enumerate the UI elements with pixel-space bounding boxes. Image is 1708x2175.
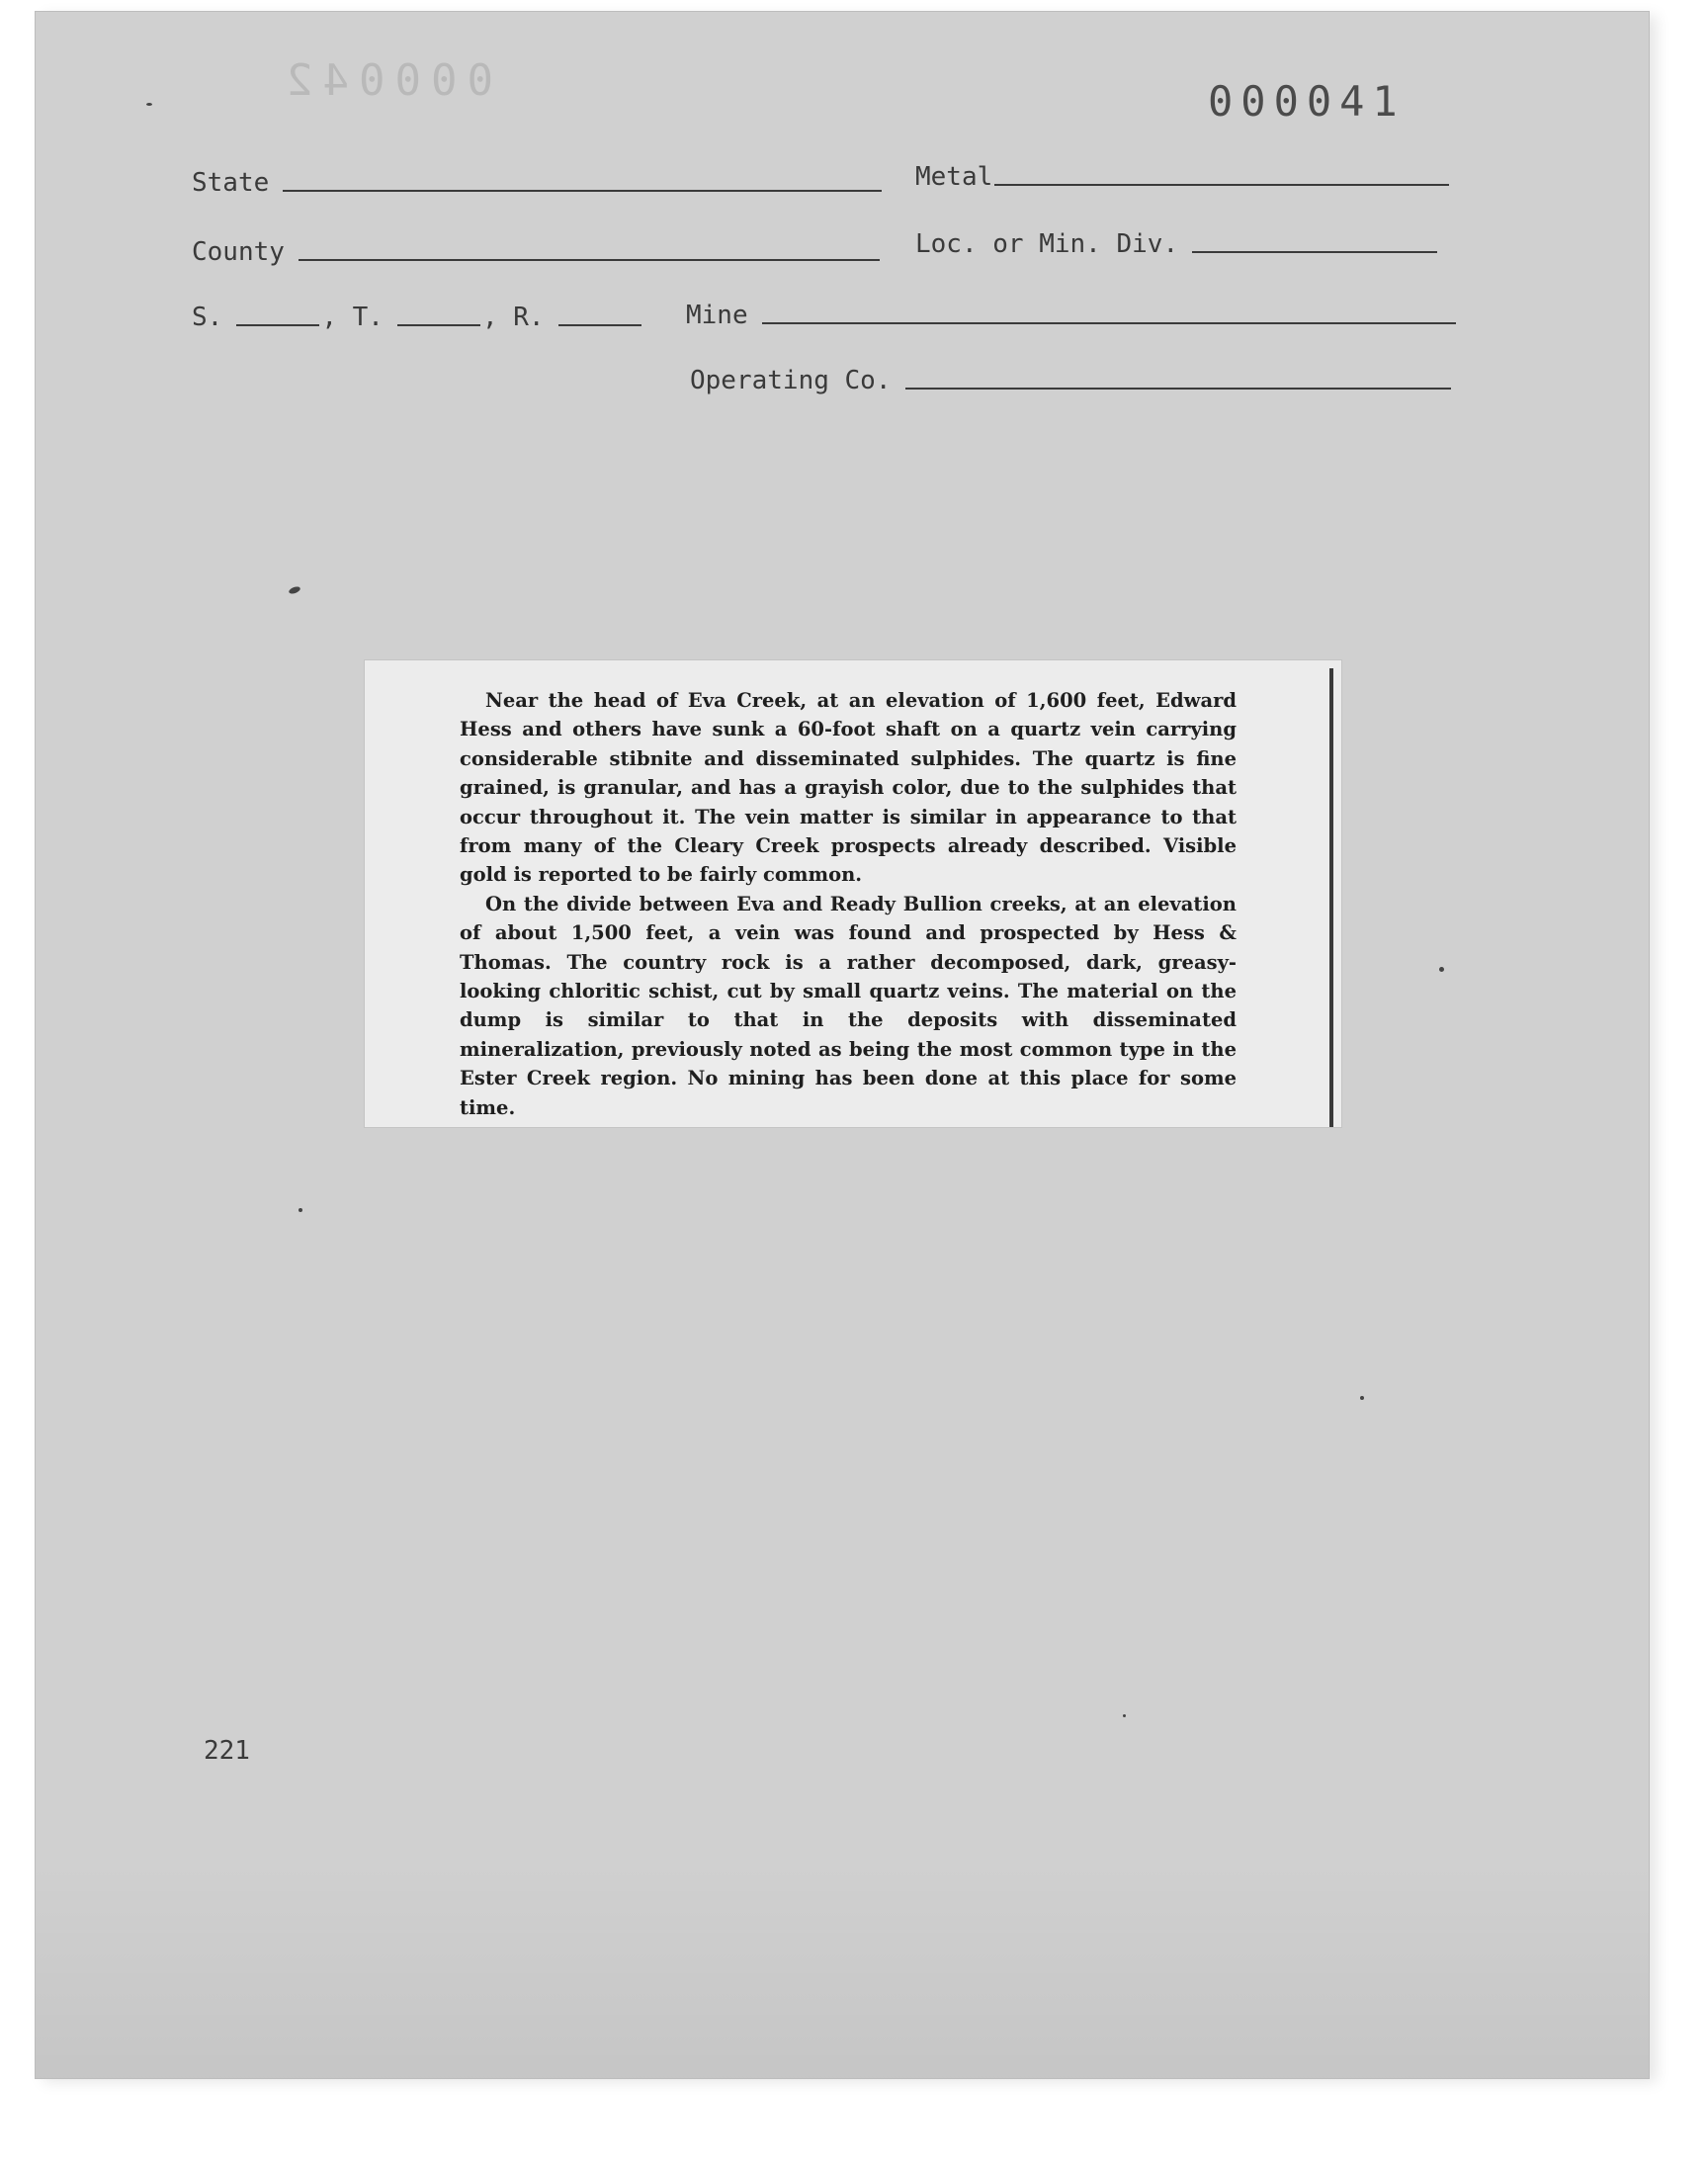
operating-company-label: Operating Co. xyxy=(690,366,892,395)
mine-label: Mine xyxy=(686,301,748,330)
clipping-paragraph-1: Near the head of Eva Creek, at an elevation of 1,600 feet, Edward Hess and others have sunk a 60-foot shaft on a quartz vein carrying considerable stibnite and disseminated sulphides. The quartz is fine grained, is granular, and has a grayish color, due to the sulphides that occur throughout it. The vein matter is similar in appearance to that from many of the Cleary Creek prospects already described. Visible gold is reported to be fairly common. xyxy=(460,689,1237,887)
county-label: County xyxy=(192,237,285,267)
county-blank-line xyxy=(299,259,880,261)
township-label: T. xyxy=(352,303,384,332)
clipping-paragraph-2: On the divide between Eva and Ready Bullion creeks, at an elevation of about 1,500 feet, a vein was found and prospected by Hess & Thomas. The country rock is a rather decomposed, dark, greasy-looking chloritic schist, cut by small quartz veins. The material on the dump is similar to that in the deposits with disseminated mineralization, previously noted as being the most common type in the Ester Creek region. No mining has been done at this place for some time. xyxy=(460,892,1237,1119)
document-sheet xyxy=(36,12,1649,2078)
operating-company-field xyxy=(690,360,1451,395)
pasted-text-clipping xyxy=(365,660,1341,1127)
section-blank-line xyxy=(236,324,319,326)
metal-label: Metal xyxy=(915,162,993,192)
state-field xyxy=(192,162,882,198)
section-label: S. xyxy=(192,303,223,332)
location-label: Loc. or Min. Div. xyxy=(915,229,1179,259)
bleed-through-number: 000042 xyxy=(277,55,493,106)
page-number: 221 xyxy=(204,1736,250,1766)
section-township-range-field: S. , T. , R. xyxy=(192,297,641,332)
range-label: R. xyxy=(513,303,545,332)
range-blank-line xyxy=(558,324,641,326)
county-field xyxy=(192,231,880,267)
mine-blank-line xyxy=(762,322,1456,324)
mine-field xyxy=(686,295,1456,330)
location-blank-line xyxy=(1192,251,1437,253)
state-label: State xyxy=(192,168,270,198)
state-blank-line xyxy=(283,190,882,192)
metal-field xyxy=(915,156,1449,192)
operating-company-blank-line xyxy=(905,388,1451,390)
clipping-body xyxy=(460,686,1237,1122)
document-number: 000041 xyxy=(1208,77,1406,126)
township-blank-line xyxy=(397,324,480,326)
metal-blank-line xyxy=(994,184,1449,186)
location-field xyxy=(915,223,1437,259)
